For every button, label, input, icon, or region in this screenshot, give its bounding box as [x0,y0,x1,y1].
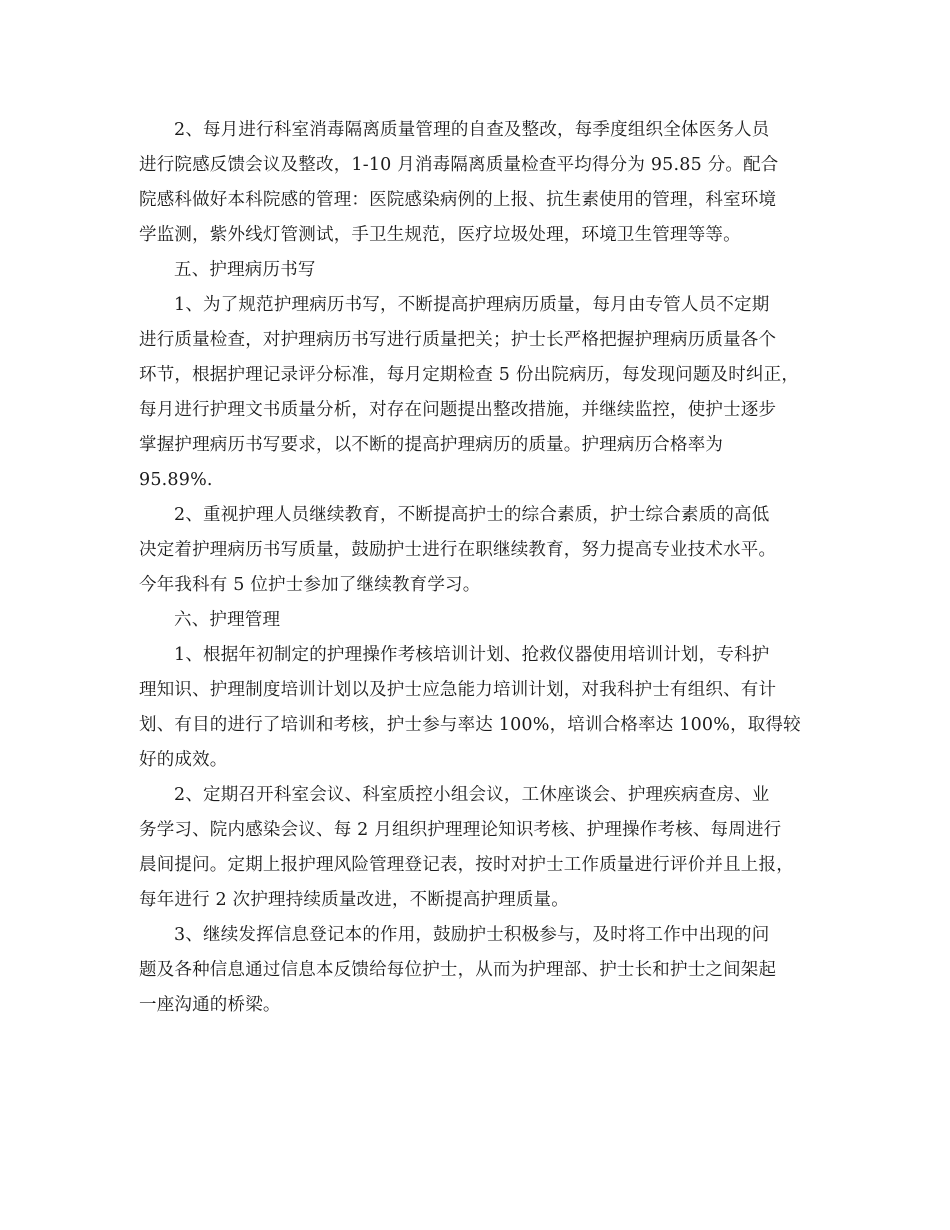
paragraph-line: 好的成效。 [139,750,228,770]
paragraph-line: 进行质量检查，对护理病历书写进行质量把关；护士长严格把握护理病历质量各个 [139,330,777,350]
paragraph-line: 2、重视护理人员继续教育，不断提高护士的综合素质，护士综合素质的高低 [174,505,770,525]
paragraph-line: 3、继续发挥信息登记本的作用，鼓励护士积极参与，及时将工作中出现的问 [174,925,770,945]
paragraph-line: 每月进行护理文书质量分析，对存在问题提出整改措施，并继续监控，使护士逐步 [139,400,777,420]
paragraph-line: 晨间提问。定期上报护理风险管理登记表，按时对护士工作质量进行评价并且上报， [139,855,794,875]
paragraph-line: 学监测，紫外线灯管测试，手卫生规范，医疗垃圾处理，环境卫生管理等等。 [139,225,741,245]
paragraph-line: 2、定期召开科室会议、科室质控小组会议，工休座谈会、护理疾病查房、业 [174,785,770,805]
paragraph-line: 题及各种信息通过信息本反馈给每位护士，从而为护理部、护士长和护士之间架起 [139,960,777,980]
paragraph-line: 理知识、护理制度培训计划以及护士应急能力培训计划，对我科护士有组织、有计 [139,680,777,700]
paragraph-line: 决定着护理病历书写质量，鼓励护士进行在职继续教育，努力提高专业技术水平。 [139,540,777,560]
paragraph-line: 院感科做好本科院感的管理：医院感染病例的上报、抗生素使用的管理，科室环境 [139,190,777,210]
paragraph-line: 95.89%. [139,470,213,490]
paragraph-line: 务学习、院内感染会议、每 2 月组织护理理论知识考核、护理操作考核、每周进行 [139,820,782,840]
paragraph-line: 进行院感反馈会议及整改，1-10 月消毒隔离质量检查平均得分为 95.85 分。配合 [139,155,779,175]
paragraph-line: 1、根据年初制定的护理操作考核培训计划、抢救仪器使用培训计划，专科护 [174,645,770,665]
paragraph-line: 一座沟通的桥梁。 [139,995,281,1015]
paragraph-line: 1、为了规范护理病历书写，不断提高护理病历质量，每月由专管人员不定期 [174,295,770,315]
section-heading: 六、护理管理 [174,610,281,630]
section-heading: 五、护理病历书写 [174,260,316,280]
paragraph-line: 今年我科有 5 位护士参加了继续教育学习。 [139,575,481,595]
paragraph-line: 2、每月进行科室消毒隔离质量管理的自查及整改，每季度组织全体医务人员 [174,120,770,140]
paragraph-line: 环节，根据护理记录评分标准，每月定期检查 5 份出院病历，每发现问题及时纠正， [139,365,800,385]
paragraph-line: 划、有目的进行了培训和考核，护士参与率达 100%，培训合格率达 100%，取得较 [139,715,801,735]
paragraph-line: 掌握护理病历书写要求，以不断的提高护理病历的质量。护理病历合格率为 [139,435,724,455]
paragraph-line: 每年进行 2 次护理持续质量改进，不断提高护理质量。 [139,890,569,910]
document-body [139,113,814,1023]
